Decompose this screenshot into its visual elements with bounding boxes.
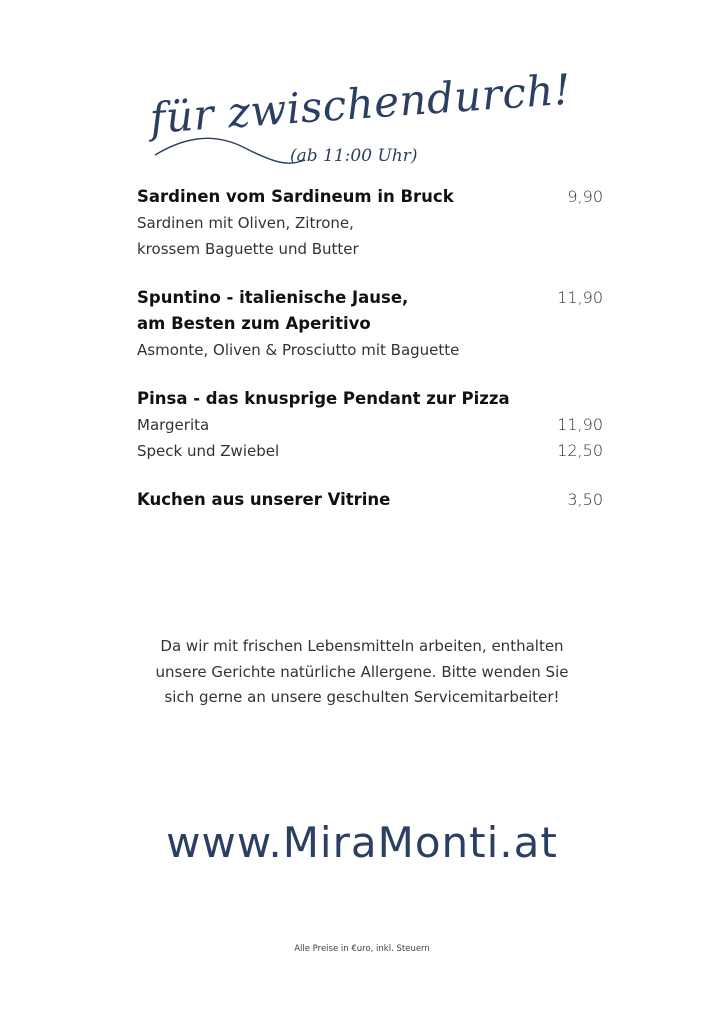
item-price: 3,50 <box>567 490 603 509</box>
item-description: Asmonte, Oliven & Prosciutto mit Baguette <box>137 341 460 359</box>
menu-list <box>137 184 603 536</box>
menu-header <box>0 64 724 180</box>
allergen-notice <box>0 634 724 711</box>
menu-item-kuchen <box>137 487 603 513</box>
notice-line: unsere Gerichte natürliche Allergene. Bitte wenden Sie <box>155 662 569 681</box>
variant-name: Speck und Zwiebel <box>137 442 280 460</box>
menu-item-spuntino <box>137 285 603 363</box>
website-url: www.MiraMonti.at <box>166 818 558 867</box>
item-name: Kuchen aus unserer Vitrine <box>137 490 391 509</box>
variant-price: 12,50 <box>557 441 603 460</box>
menu-item-pinsa <box>137 386 603 464</box>
item-name: Pinsa - das knusprige Pendant zur Pizza <box>137 389 510 408</box>
menu-item-sardinen <box>137 184 603 262</box>
variant-row <box>137 438 603 464</box>
price-footnote: Alle Preise in €uro, inkl. Steuern <box>294 944 430 954</box>
item-description: Sardinen mit Oliven, Zitrone, <box>137 214 354 232</box>
notice-line: sich gerne an unsere geschulten Servicemitarbeiter! <box>164 688 560 706</box>
item-price: 11,90 <box>557 288 603 307</box>
item-name: Spuntino - italienische Jause, <box>137 288 409 307</box>
notice-line: Da wir mit frischen Lebensmitteln arbeiten, enthalten <box>160 637 564 655</box>
item-name-line2: am Besten zum Aperitivo <box>137 314 371 333</box>
section-title: für zwischendurch! <box>148 64 573 143</box>
variant-row <box>137 412 603 438</box>
section-subtitle: (ab 11:00 Uhr) <box>290 146 418 166</box>
item-description: krossem Baguette und Butter <box>137 240 359 258</box>
variant-price: 11,90 <box>557 415 603 434</box>
item-price: 9,90 <box>567 187 603 206</box>
variant-name: Margerita <box>137 416 210 434</box>
item-name: Sardinen vom Sardineum in Bruck <box>137 187 454 206</box>
